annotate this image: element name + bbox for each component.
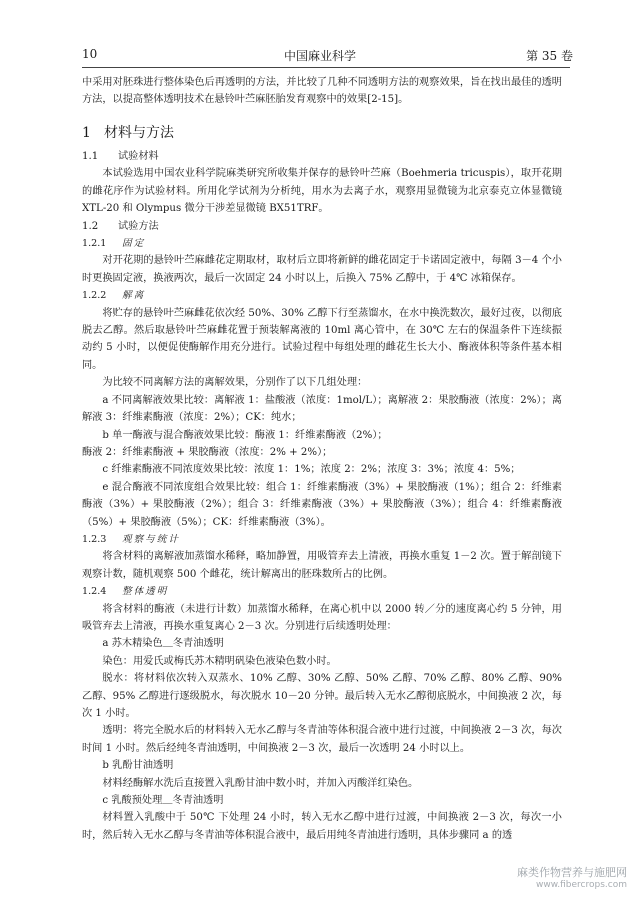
subsection-title: 试验方法 bbox=[118, 220, 159, 232]
treatment-e: e 混合酶液不同浓度组合效果比较：组合 1：纤维素酶液（3%）+ 果胶酶液（1%）；组合 2：纤维素酶液（3%）+ 果胶酶液（2%）；组合 3：纤维素酶液（3%）+ 果胶酶液（3%）；组合 4：纤维素酶液（5%）+ 果胶酶液（5%）；CK：纤维素酶液（3%）。 bbox=[82, 481, 562, 528]
section-number: 1 bbox=[82, 125, 91, 141]
subsection-1-2-heading bbox=[82, 218, 562, 235]
method-a-clearing: 透明：将完全脱水后的材料转入无水乙醇与冬青油等体积混合液中进行过渡，中间换液 2－3 次，每次时间 1 小时。然后经纯冬青油透明，中间换液 2－3 次，最后一次透明 24 小时以上。 bbox=[82, 725, 562, 754]
fixation-paragraph: 对开花期的悬铃叶苎麻雌花定期取材，取材后立即将新鲜的雌花固定于卡诺固定液中，每隔 3－4 个小时更换固定液，换液两次，最后一次固定 24 小时以上，后换入 75% 乙醇中，于 4℃ 冰箱保存。 bbox=[82, 255, 562, 284]
running-header bbox=[82, 47, 573, 67]
body-block bbox=[82, 148, 562, 844]
section-1-heading bbox=[82, 122, 174, 142]
subsection-title: 整体透明 bbox=[122, 586, 169, 598]
subsection-number: 1.2.2 bbox=[82, 290, 107, 302]
treatment-b-line1: b 单一酶液与混合酶液效果比较：酶液 1：纤维素酶液（2%）； bbox=[102, 429, 388, 441]
observation-paragraph: 将含材料的离解液加蒸馏水稀释，略加静置，用吸管弃去上清液，再换水重复 1－2 次。置于解剖镜下观察计数，随机观察 500 个雌花，统计解离出的胚珠数所占的比例。 bbox=[82, 551, 562, 580]
watermark-text: 麻类作物营养与施肥网 bbox=[517, 866, 627, 879]
treatment-c: c 纤维素酶液不同浓度效果比较：浓度 1：1%；浓度 2：2%；浓度 3：3%；浓度 4：5%； bbox=[102, 464, 521, 476]
treatment-b-line2: 酶液 2：纤维素酶液 + 果胶酶液（浓度：2% + 2%）； bbox=[82, 446, 333, 458]
subsection-number: 1.2.1 bbox=[82, 238, 107, 250]
subsection-title: 解离 bbox=[122, 290, 146, 302]
clearing-paragraph: 将含材料的酶液（未进行计数）加蒸馏水稀释，在离心机中以 2000 转／分的速度离心约 5 分钟，用吸管弃去上清液，再换水重复离心 2－3 次。分别进行后续透明处理： bbox=[82, 603, 562, 632]
dissociation-paragraph: 将贮存的悬铃叶苎麻雌花依次经 50%、30% 乙醇下行至蒸馏水，在水中换洗数次，最好过夜，以彻底脱去乙醇。然后取悬铃叶苎麻雌花置于预装解离液的 10ml 离心管中，在 30℃ 左右的保温条件下连续振动约 5 小时，以便促使酶解作用充分进行。试验过程中每组处理的雌花生长大小、酶液体积等条件基本相同。 bbox=[82, 307, 562, 371]
subsection-1-2-1-heading bbox=[82, 235, 562, 252]
subsection-title: 试验材料 bbox=[118, 151, 159, 162]
subsection-1-1-heading bbox=[82, 148, 562, 165]
subsection-1-2-2-heading bbox=[82, 287, 562, 304]
materials-paragraph: 本试验选用中国农业科学院麻类研究所收集并保存的悬铃叶苎麻（Boehmeria tricuspis），取开花期的雌花序作为试验材料。所用化学试剂为分析纯，用水为去离子水，观察用显微镜为北京泰克立体显微镜 XTL-20 和 Olympus 微分干涉差显微镜 BX51TRF。 bbox=[82, 168, 562, 215]
method-a-title: a 苏木精染色＿冬青油透明 bbox=[102, 638, 224, 650]
treatment-a: a 不同离解液效果比较：离解液 1：盐酸液（浓度：1mol/L）；离解液 2：果胶酶液（浓度：2%）；离解液 3：纤维素酶液（浓度：2%）；CK：纯水； bbox=[82, 394, 562, 424]
intro-paragraph: 中采用对胚珠进行整体染色后再透明的方法，并比较了几种不同透明方法的观察效果，旨在找出最佳的透明方法，以提高整体透明技术在悬铃叶苎麻胚胎发育观察中的效果[2-15]。 bbox=[82, 77, 562, 106]
method-c-text: 材料置入乳酸中于 50℃ 下处理 24 小时，转入无水乙醇中进行过渡，中间换液 2－3 次，每次一小时，然后转入无水乙醇与冬青油等体积混合液中，最后用纯冬青油进行透明，具体步骤同 a 的透 bbox=[82, 812, 562, 841]
subsection-number: 1.1 bbox=[82, 151, 99, 162]
subsection-1-2-4-heading bbox=[82, 583, 562, 600]
journal-title: 中国麻业科学 bbox=[283, 49, 356, 63]
subsection-number: 1.2 bbox=[82, 220, 99, 232]
header-rule bbox=[82, 67, 570, 68]
watermark-url: www.fibercrops.com bbox=[536, 880, 627, 890]
method-a-dehydration: 脱水：将材料依次转入双蒸水、10% 乙醇、30% 乙醇、50% 乙醇、70% 乙醇、80% 乙醇、90% 乙醇、95% 乙醇进行逐级脱水，每次脱水 10－20 分钟。最后转入无水乙醇彻底脱水，中间换液 2 次，每次 1 小时。 bbox=[82, 673, 562, 719]
method-b-title: b 乳酚甘油透明 bbox=[102, 760, 174, 772]
subsection-title: 固定 bbox=[122, 238, 146, 250]
page-number: 10 bbox=[82, 47, 98, 61]
subsection-title: 观察与统计 bbox=[122, 533, 180, 545]
subsection-number: 1.2.3 bbox=[82, 533, 107, 545]
watermark bbox=[517, 866, 627, 892]
subsection-1-2-3-heading bbox=[82, 531, 562, 548]
subsection-number: 1.2.4 bbox=[82, 586, 107, 598]
intro-block bbox=[82, 74, 562, 109]
method-a-staining: 染色：用爱氏或梅氏苏木精明矾染色液染色数小时。 bbox=[102, 655, 337, 667]
method-c-title: c 乳酸预处理＿冬青油透明 bbox=[102, 795, 224, 807]
section-title: 材料与方法 bbox=[104, 125, 174, 141]
method-b-text: 材料经酶解水洗后直接置入乳酚甘油中数小时，并加入丙酸洋红染色。 bbox=[102, 777, 419, 789]
volume-label: 第 35 卷 bbox=[526, 49, 573, 63]
dissociation-intro-paragraph: 为比较不同离解方法的离解效果，分别作了以下几组处理： bbox=[102, 377, 368, 389]
